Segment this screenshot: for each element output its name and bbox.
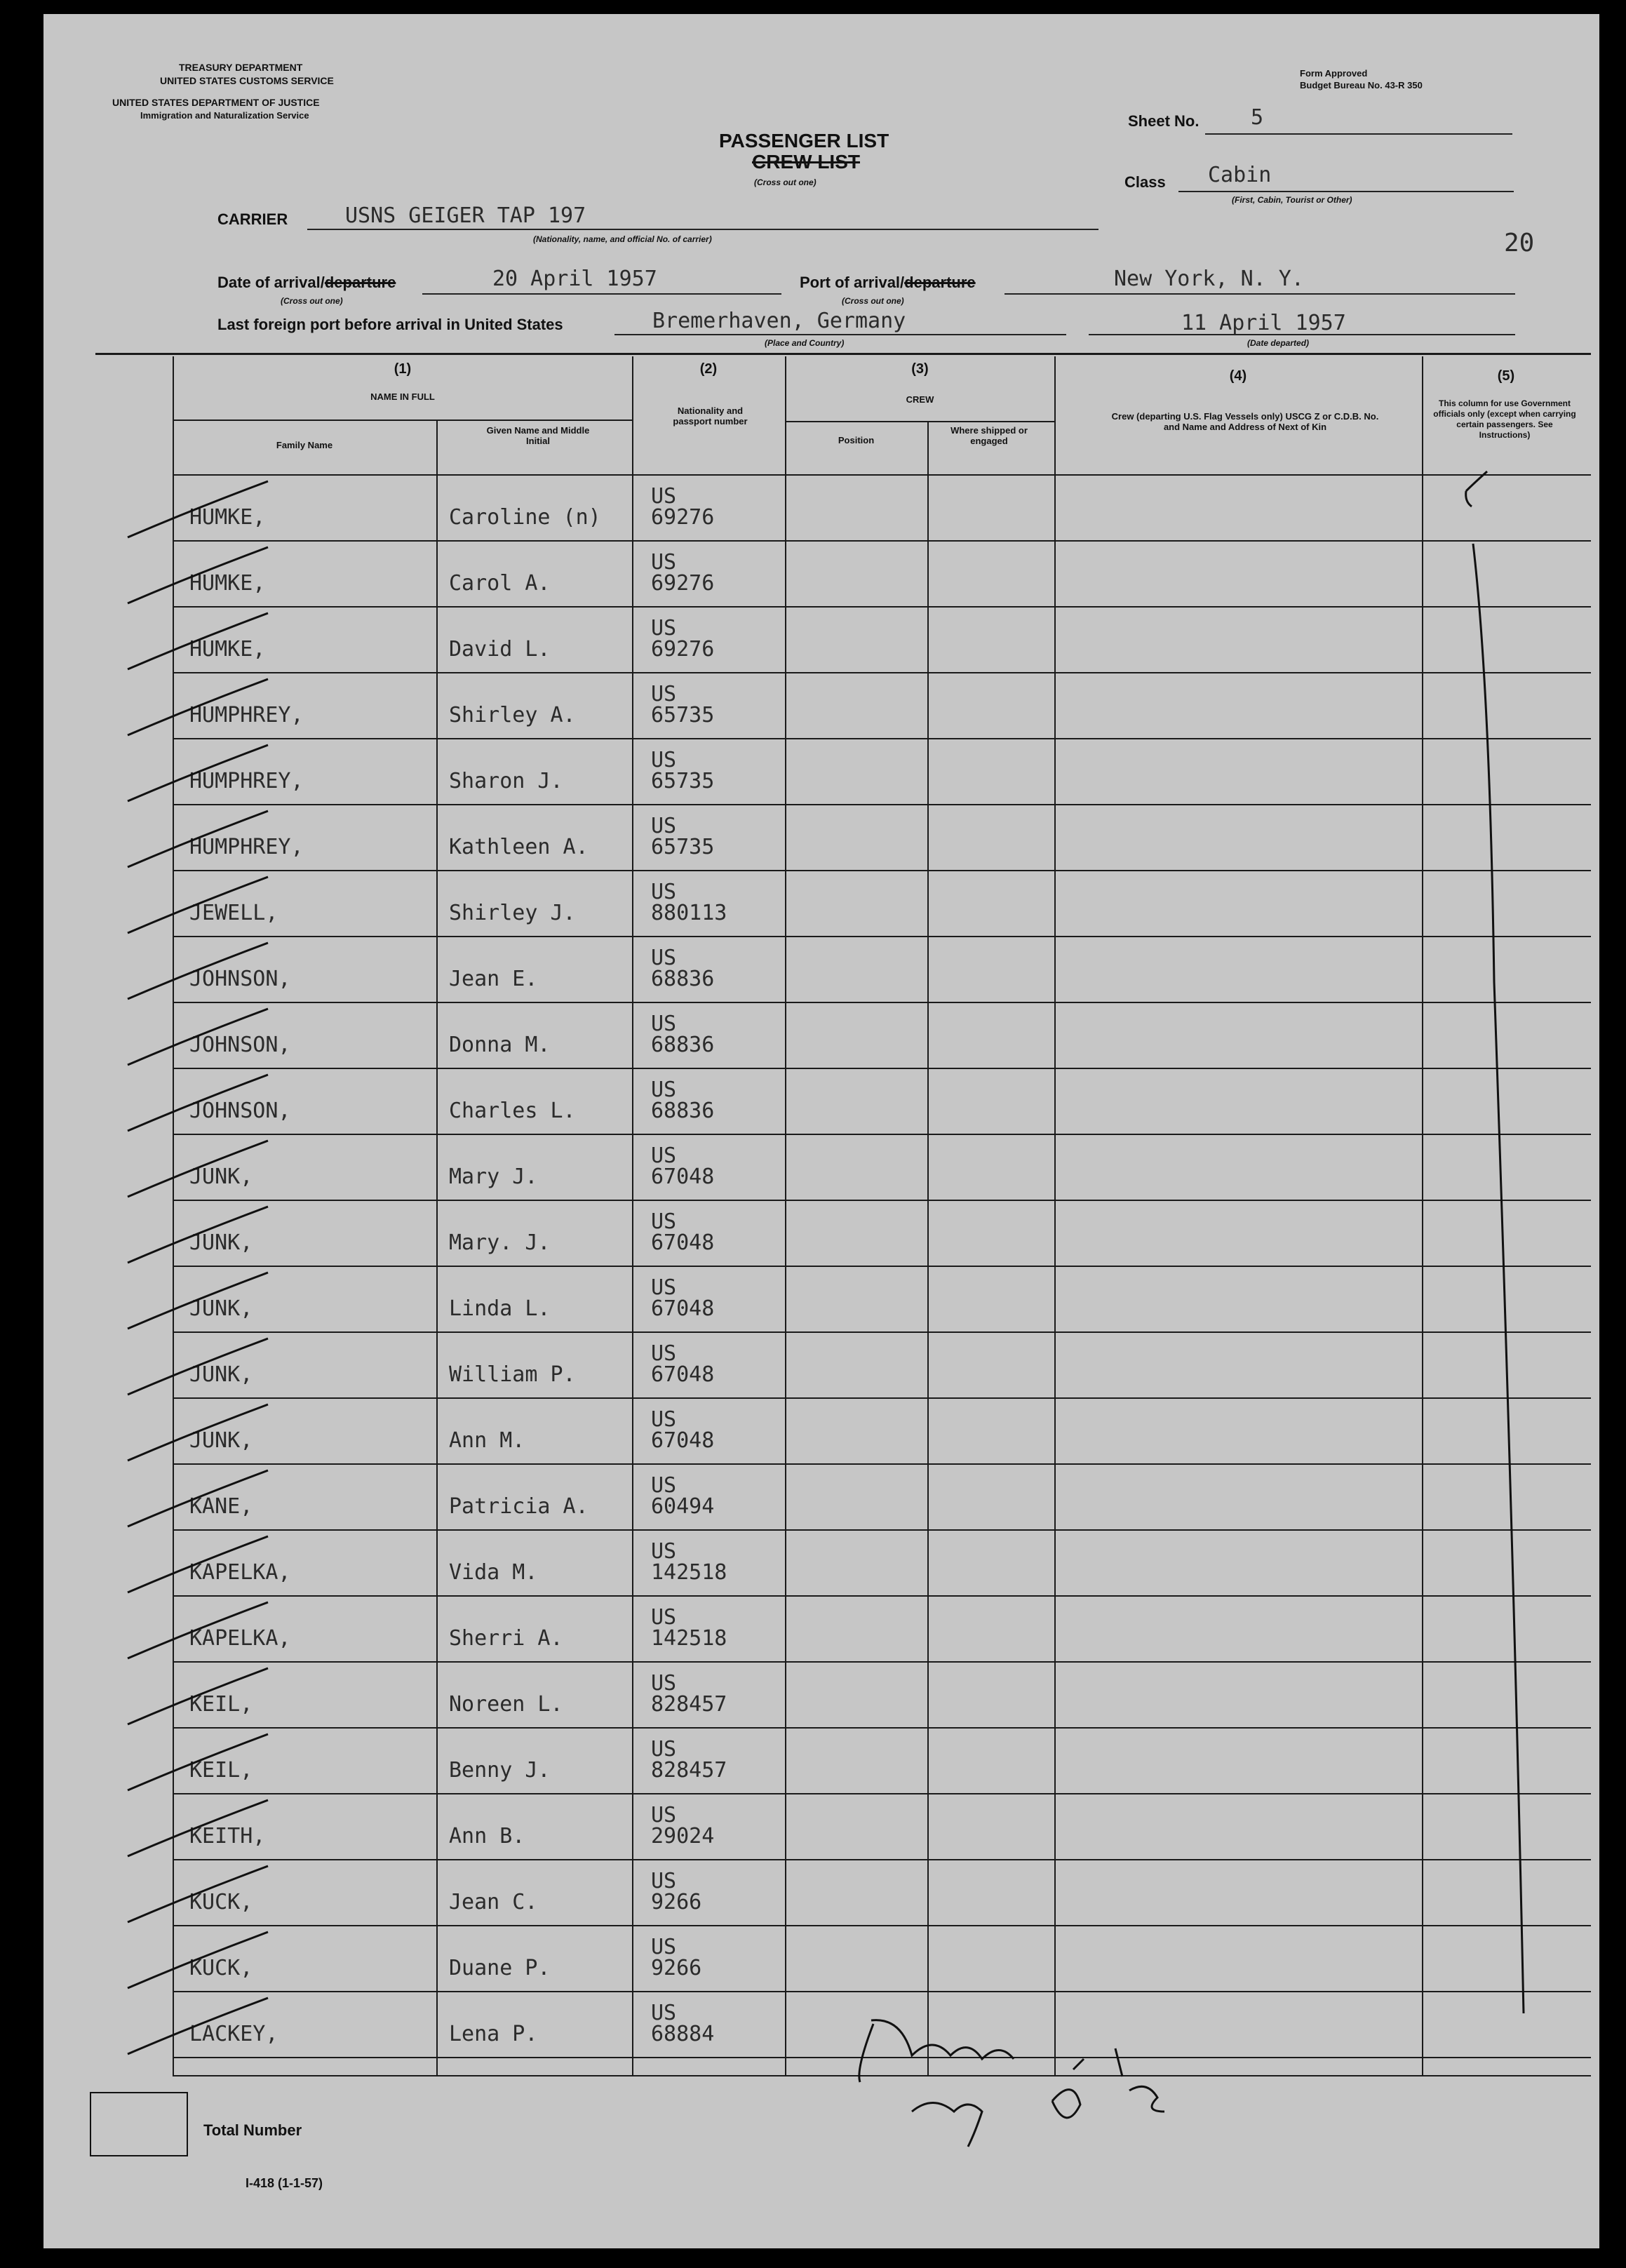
family-name-cell: JEWELL, xyxy=(189,901,278,925)
nationality-cell: US xyxy=(651,2001,677,2025)
given-name-cell: Vida M. xyxy=(449,1560,538,1585)
family-name-cell: HUMPHREY, xyxy=(189,835,304,859)
given-name-cell: Caroline (n) xyxy=(449,505,601,530)
family-name-cell: JUNK, xyxy=(189,1165,253,1189)
date-label-departure: departure xyxy=(324,274,396,291)
given-name-cell: Ann M. xyxy=(449,1428,525,1453)
nationality-cell: US xyxy=(651,1143,677,1168)
passport-cell: 828457 xyxy=(651,1692,727,1717)
given-name-cell: Linda L. xyxy=(449,1296,551,1321)
agency-line-3: UNITED STATES DEPARTMENT OF JUSTICE xyxy=(112,97,320,108)
col-4-title: Crew (departing U.S. Flag Vessels only) USCG Z or C.D.B. No. and Name and Address of Next of Kin xyxy=(1111,411,1379,432)
passport-cell: 69276 xyxy=(651,505,715,530)
passport-cell: 60494 xyxy=(651,1494,715,1519)
given-name-cell: Patricia A. xyxy=(449,1494,589,1519)
check-mark xyxy=(128,1932,268,1988)
port-cross-hint: (Cross out one) xyxy=(842,296,904,306)
passport-cell: 68836 xyxy=(651,1033,715,1057)
check-mark xyxy=(128,1141,268,1197)
family-name-cell: KANE, xyxy=(189,1494,253,1519)
check-mark xyxy=(128,547,268,603)
nationality-cell: US xyxy=(651,550,677,575)
col-2-title: Nationality and passport number xyxy=(673,405,748,427)
port-label-departure: departure xyxy=(904,274,976,291)
nationality-cell: US xyxy=(651,1473,677,1498)
nationality-cell: US xyxy=(651,1275,677,1300)
col-5-number: (5) xyxy=(1497,368,1515,384)
nationality-cell: US xyxy=(651,946,677,970)
col-1-number: (1) xyxy=(394,361,412,377)
check-mark xyxy=(128,1009,268,1065)
agency-line-2: UNITED STATES CUSTOMS SERVICE xyxy=(160,75,334,86)
family-name-header: Family Name xyxy=(276,440,333,450)
family-name-cell: HUMKE, xyxy=(189,637,266,662)
passport-cell: 67048 xyxy=(651,1362,715,1387)
carrier-hint: (Nationality, name, and official No. of carrier) xyxy=(533,234,712,244)
passport-cell: 142518 xyxy=(651,1560,727,1585)
passport-cell: 9266 xyxy=(651,1956,702,1980)
family-name-cell: JUNK, xyxy=(189,1296,253,1321)
class-hint: (First, Cabin, Tourist or Other) xyxy=(1232,195,1352,205)
nationality-cell: US xyxy=(651,1869,677,1893)
check-mark xyxy=(128,811,268,867)
given-name-cell: Ann B. xyxy=(449,1824,525,1848)
passport-cell: 65735 xyxy=(651,835,715,859)
check-mark xyxy=(128,1338,268,1395)
family-name-cell: HUMPHREY, xyxy=(189,703,304,727)
agency-line-4: Immigration and Naturalization Service xyxy=(140,110,309,121)
family-name-cell: JOHNSON, xyxy=(189,1033,291,1057)
given-name-cell: Kathleen A. xyxy=(449,835,589,859)
port-value: New York, N. Y. xyxy=(1114,267,1304,291)
passport-cell: 68836 xyxy=(651,967,715,991)
nationality-cell: US xyxy=(651,1605,677,1630)
family-name-cell: JUNK, xyxy=(189,1428,253,1453)
family-name-cell: JUNK, xyxy=(189,1362,253,1387)
check-mark xyxy=(128,877,268,933)
passport-cell: 67048 xyxy=(651,1230,715,1255)
page-number: 20 xyxy=(1504,229,1535,257)
nationality-cell: US xyxy=(651,880,677,904)
check-mark xyxy=(128,1273,268,1329)
given-name-cell: Mary J. xyxy=(449,1165,538,1189)
family-name-cell: JOHNSON, xyxy=(189,1099,291,1123)
family-name-cell: HUMKE, xyxy=(189,571,266,596)
check-mark xyxy=(128,1207,268,1263)
given-name-cell: Charles L. xyxy=(449,1099,576,1123)
given-name-cell: Shirley A. xyxy=(449,703,576,727)
port-label-arrival: Port of arrival/ xyxy=(800,274,905,291)
check-mark xyxy=(128,745,268,801)
title-passenger-list: PASSENGER LIST xyxy=(719,130,889,152)
col-3-title: CREW xyxy=(906,394,934,405)
last-port-label: Last foreign port before arrival in United States xyxy=(217,316,563,333)
given-name-header: Given Name and Middle Initial xyxy=(486,425,590,446)
passport-cell: 142518 xyxy=(651,1626,727,1651)
departed-hint: (Date departed) xyxy=(1247,338,1310,348)
family-name-cell: KAPELKA, xyxy=(189,1626,291,1651)
total-number-label: Total Number xyxy=(203,2121,302,2139)
family-name-cell: JUNK, xyxy=(189,1230,253,1255)
given-name-cell: Benny J. xyxy=(449,1758,551,1783)
family-name-cell: KUCK, xyxy=(189,1890,253,1914)
family-name-cell: KEIL, xyxy=(189,1692,253,1717)
check-mark xyxy=(128,1800,268,1856)
nationality-cell: US xyxy=(651,1803,677,1827)
family-name-cell: HUMPHREY, xyxy=(189,769,304,793)
sheet-value: 5 xyxy=(1251,105,1264,130)
family-name-cell: KAPELKA, xyxy=(189,1560,291,1585)
date-value: 20 April 1957 xyxy=(492,267,657,291)
check-mark xyxy=(128,1734,268,1790)
check-mark xyxy=(128,1998,268,2054)
given-name-cell: Jean C. xyxy=(449,1890,538,1914)
class-label: Class xyxy=(1124,173,1166,191)
nationality-cell: US xyxy=(651,1737,677,1762)
sheet-label: Sheet No. xyxy=(1128,112,1200,130)
nationality-cell: US xyxy=(651,1341,677,1366)
nationality-cell: US xyxy=(651,1935,677,1959)
nationality-cell: US xyxy=(651,1671,677,1696)
check-mark xyxy=(128,1536,268,1592)
place-hint: (Place and Country) xyxy=(765,338,845,348)
title-crew-list: CREW LIST xyxy=(752,151,860,173)
passport-cell: 68836 xyxy=(651,1099,715,1123)
nationality-cell: US xyxy=(651,682,677,706)
check-mark xyxy=(128,1668,268,1724)
col-1-title: NAME IN FULL xyxy=(370,391,435,402)
passport-cell: 69276 xyxy=(651,571,715,596)
passport-cell: 880113 xyxy=(651,901,727,925)
given-name-cell: Sharon J. xyxy=(449,769,563,793)
check-mark xyxy=(128,1602,268,1658)
check-mark xyxy=(128,1404,268,1461)
budget-number: Budget Bureau No. 43-R 350 xyxy=(1300,80,1423,90)
given-name-cell: Donna M. xyxy=(449,1033,551,1057)
nationality-cell: US xyxy=(651,814,677,838)
position-header: Position xyxy=(838,435,875,445)
given-name-cell: David L. xyxy=(449,637,551,662)
family-name-cell: KEIL, xyxy=(189,1758,253,1783)
form-id: I-418 (1-1-57) xyxy=(246,2176,323,2190)
date-cross-hint: (Cross out one) xyxy=(281,296,343,306)
check-mark xyxy=(128,481,268,537)
nationality-cell: US xyxy=(651,1078,677,1102)
check-mark xyxy=(128,679,268,735)
check-mark xyxy=(128,943,268,999)
given-name-cell: William P. xyxy=(449,1362,576,1387)
family-name-cell: HUMKE, xyxy=(189,505,266,530)
given-name-cell: Lena P. xyxy=(449,2022,538,2046)
class-value: Cabin xyxy=(1208,163,1272,187)
last-port-value: Bremerhaven, Germany xyxy=(652,309,906,333)
nationality-cell: US xyxy=(651,1407,677,1432)
family-name-cell: KEITH, xyxy=(189,1824,266,1848)
given-name-cell: Sherri A. xyxy=(449,1626,563,1651)
check-mark xyxy=(128,613,268,669)
col-3-number: (3) xyxy=(911,361,929,377)
given-name-cell: Noreen L. xyxy=(449,1692,563,1717)
passport-cell: 65735 xyxy=(651,703,715,727)
family-name-cell: JOHNSON, xyxy=(189,967,291,991)
nationality-cell: US xyxy=(651,484,677,509)
nationality-cell: US xyxy=(651,616,677,640)
passport-cell: 9266 xyxy=(651,1890,702,1914)
given-name-cell: Duane P. xyxy=(449,1956,551,1980)
family-name-cell: KUCK, xyxy=(189,1956,253,1980)
passport-cell: 67048 xyxy=(651,1165,715,1189)
departed-value: 11 April 1957 xyxy=(1181,311,1346,335)
check-mark xyxy=(128,1470,268,1526)
col-4-number: (4) xyxy=(1229,368,1247,384)
given-name-cell: Mary. J. xyxy=(449,1230,551,1255)
shipped-header: Where shipped or engaged xyxy=(950,425,1028,446)
passport-cell: 67048 xyxy=(651,1428,715,1453)
nationality-cell: US xyxy=(651,1012,677,1036)
passport-cell: 69276 xyxy=(651,637,715,662)
agency-line-1: TREASURY DEPARTMENT xyxy=(179,62,303,73)
cross-out-hint: (Cross out one) xyxy=(754,177,817,187)
check-mark xyxy=(128,1075,268,1131)
total-number-box xyxy=(90,2092,188,2156)
passport-cell: 65735 xyxy=(651,769,715,793)
carrier-label: CARRIER xyxy=(217,210,288,228)
passport-cell: 68884 xyxy=(651,2022,715,2046)
nationality-cell: US xyxy=(651,1539,677,1564)
col-5-title: This column for use Government officials only (except when carrying certain passengers. See Instructions) xyxy=(1433,398,1576,440)
nationality-cell: US xyxy=(651,1209,677,1234)
passport-cell: 29024 xyxy=(651,1824,715,1848)
given-name-cell: Shirley J. xyxy=(449,901,576,925)
family-name-cell: LACKEY, xyxy=(189,2022,278,2046)
given-name-cell: Carol A. xyxy=(449,571,551,596)
nationality-cell: US xyxy=(651,748,677,772)
passport-cell: 67048 xyxy=(651,1296,715,1321)
carrier-value: USNS GEIGER TAP 197 xyxy=(345,203,586,228)
check-mark xyxy=(128,1866,268,1922)
given-name-cell: Jean E. xyxy=(449,967,538,991)
date-label-arrival: Date of arrival/ xyxy=(217,274,325,291)
col-2-number: (2) xyxy=(699,361,718,377)
form-approved: Form Approved xyxy=(1300,68,1368,79)
passport-cell: 828457 xyxy=(651,1758,727,1783)
